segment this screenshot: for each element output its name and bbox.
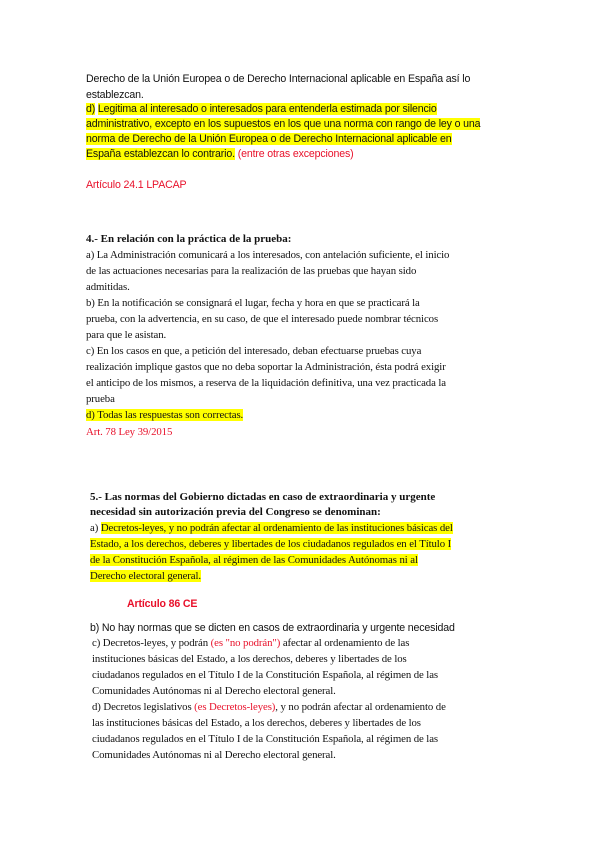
text-line: b) En la notificación se consignará el lugar, fecha y hora en que se practicará la (86, 297, 420, 309)
text-line: realización implique gastos que no deba soportar la Administración, ésta podrá exigir (86, 361, 446, 373)
question-title: 4.- En relación con la práctica de la prueba: (86, 233, 292, 245)
text-line (92, 701, 446, 713)
text-fragment: d) Decretos legislativos (92, 701, 192, 713)
correct-answer: Estado, a los derechos, deberes y libertades de los ciudadanos regulados en el Título I (90, 538, 452, 550)
legal-reference: Artículo 86 CE (127, 598, 198, 610)
text-fragment: , y no podrán afectar al ordenamiento de (275, 701, 446, 713)
text-line: ciudadanos regulados en el Título I de la Constitución Española, al régimen de las (92, 733, 439, 745)
option-label: a) (90, 522, 99, 534)
text-line: c) En los casos en que, a petición del interesado, deban efectuarse pruebas cuya (86, 345, 422, 357)
red-note: (es Decretos-leyes) (194, 701, 276, 713)
red-note: (es "no podrán") (210, 637, 281, 649)
legal-reference: Artículo 24.1 LPACAP (86, 179, 187, 191)
text-line: ciudadanos regulados en el Título I de la Constitución Española, al régimen de las (92, 669, 439, 681)
highlighted-line (90, 570, 201, 582)
highlighted-text: España establezcan lo contrario. (86, 148, 235, 160)
text-line: Comunidades Autónomas ni al Derecho electoral general. (92, 685, 336, 697)
option-d-line (86, 103, 437, 115)
text-line: prueba (86, 393, 115, 405)
legal-reference: Art. 78 Ley 39/2015 (86, 426, 173, 438)
highlighted-line (86, 133, 452, 145)
highlighted-line (90, 538, 451, 550)
correct-answer: Derecho electoral general. (90, 570, 201, 582)
question-title: necesidad sin autorización previa del Congreso se denominan: (90, 506, 381, 518)
red-note: (entre otras excepciones) (237, 148, 354, 160)
text-line: las instituciones básicas del Estado, a los derechos, deberes y libertades de los (92, 717, 421, 729)
text-line: establezcan. (86, 89, 144, 101)
highlighted-line (86, 148, 354, 160)
option-label: d) (86, 103, 96, 115)
text-line (92, 637, 409, 649)
text-line: b) No hay normas que se dicten en casos de extraordinaria y urgente necesidad (90, 622, 455, 634)
text-line: a) La Administración comunicará a los interesados, con antelación suficiente, el inicio (86, 249, 450, 261)
highlighted-line (86, 409, 243, 421)
correct-answer: de la Constitución Española, al régimen de las Comunidades Autónomas ni al (90, 554, 418, 566)
text-fragment: c) Decretos-leyes, y podrán (92, 637, 209, 649)
question-title: 5.- Las normas del Gobierno dictadas en caso de extraordinaria y urgente (90, 491, 436, 503)
highlighted-text: norma de Derecho de la Unión Europea o de Derecho Internacional aplicable en (86, 133, 452, 145)
option-a-line (90, 522, 453, 534)
text-line: para que le asistan. (86, 329, 167, 341)
text-fragment: afectar al ordenamiento de las (282, 637, 410, 649)
text-line: el anticipo de los mismos, a reserva de la liquidación definitiva, una vez practicada la (86, 377, 446, 389)
highlighted-text: Legitima al interesado o interesados para entenderla estimada por silencio (97, 103, 437, 115)
highlighted-text: administrativo, excepto en los supuestos en los que una norma con rango de ley o una (86, 118, 481, 130)
text-line: admitidas. (86, 281, 130, 293)
text-line: prueba, con la advertencia, en su caso, de que el interesado puede nombrar técnicos (86, 313, 439, 325)
highlighted-line (86, 118, 480, 130)
text-line: instituciones básicas del Estado, a los derechos, deberes y libertades de los (92, 653, 407, 665)
correct-answer: d) Todas las respuestas son correctas. (86, 409, 244, 421)
text-line: de las actuaciones necesarias para la realización de las pruebas que hayan sido (86, 265, 417, 277)
highlighted-line (90, 554, 418, 566)
text-line: Derecho de la Unión Europea o de Derecho Internacional aplicable en España así lo (86, 73, 471, 85)
text-line: Comunidades Autónomas ni al Derecho electoral general. (92, 749, 336, 761)
correct-answer: Decretos-leyes, y no podrán afectar al ordenamiento de las instituciones básicas del (100, 522, 453, 534)
